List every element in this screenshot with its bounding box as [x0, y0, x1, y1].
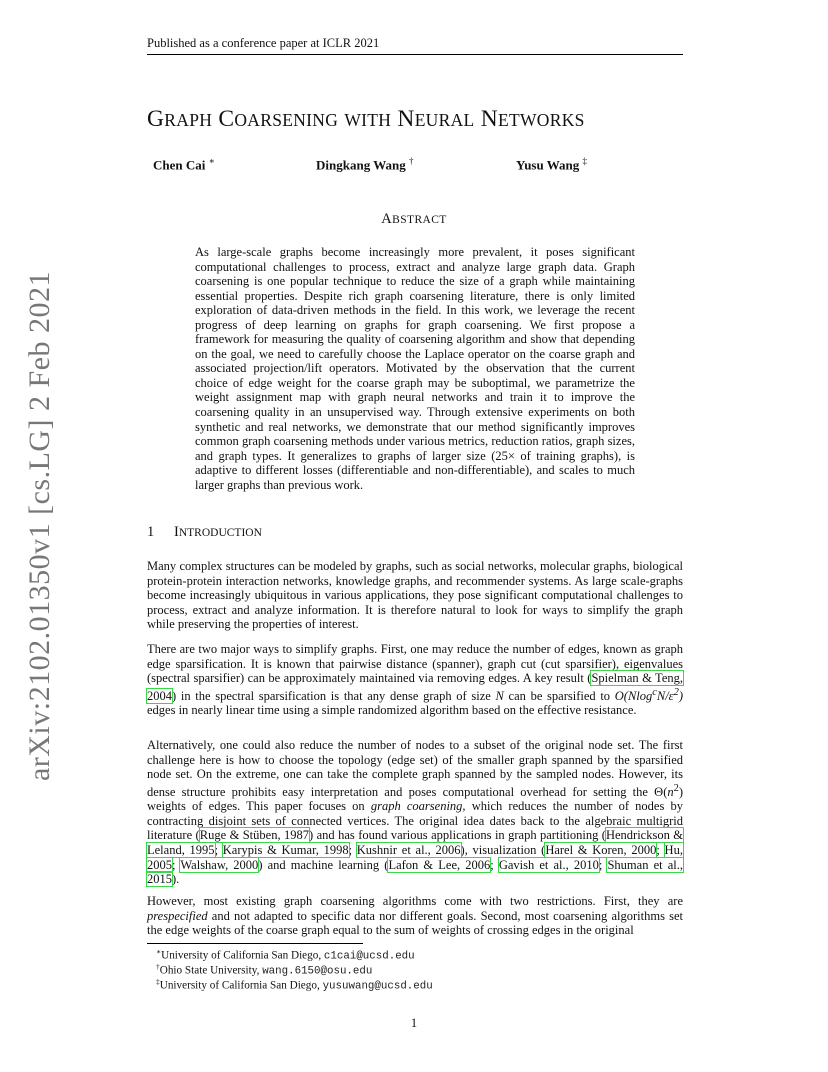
citation-link[interactable]: Hu, 2005: [147, 842, 683, 872]
footnote-1: ∗University of California San Diego, c1cai@ucsd.edu: [156, 947, 415, 963]
author-3: Yusu Wang ‡: [516, 156, 587, 173]
citation-link[interactable]: Spielman & Teng, 2004: [147, 671, 683, 703]
citation-link[interactable]: Lafon & Lee, 2006: [388, 857, 491, 872]
author-2: Dingkang Wang †: [316, 156, 414, 173]
citation-link[interactable]: Kushnir et al., 2006: [356, 842, 461, 857]
paragraph-1: Many complex structures can be modeled by graphs, such as social networks, molecular graphs, biological protein-protein interaction networks, knowledge graphs, and recommender systems. As large scale-graphs become increasingly ubiquitous in various applications, they pose significant computational challenges to process, extract and analyze information. It is therefore natural to look for ways to simplify the graph while preserving the properties of interest.: [147, 559, 683, 632]
citation-link[interactable]: Karypis & Kumar, 1998: [222, 842, 349, 857]
math-expression: $O(Nlog^cN/\varepsilon^2)$: [614, 686, 683, 703]
footnote-3: ‡University of California San Diego, yusuwang@ucsd.edu: [156, 977, 433, 993]
footnote-rule: [147, 943, 363, 944]
arxiv-side-stamp: arXiv:2102.01350v1 [cs.LG] 2 Feb 2021: [23, 270, 56, 782]
paragraph-4: However, most existing graph coarsening algorithms come with two restrictions. First, they are prespecified and not adapted to specific data nor different goals. Second, most coarsening algorithms set the edge weights of the coarse graph equal to the sum of weights of crossing edges in the original: [147, 894, 683, 938]
page-number: 1: [410, 1016, 418, 1030]
email-link[interactable]: c1cai@ucsd.edu: [323, 950, 415, 963]
citation-link[interactable]: Harel & Koren, 2000: [545, 842, 657, 857]
paper-title: GRAPH COARSENING WITH NEURAL NETWORKS: [147, 106, 585, 132]
citation-link[interactable]: Gavish et al., 2010: [498, 857, 599, 872]
email-link[interactable]: wang.6150@osu.edu: [262, 965, 373, 978]
abstract-text: As large-scale graphs become increasingly more prevalent, it poses significant computational challenges to process, extract and analyze large graph data. Graph coarsening is one popular technique to reduce the size of a graph while maintaining essential properties. Despite rich graph coarsening literature, there is only limited exploration of data-driven methods in the field. In this work, we leverage the recent progress of deep learning on graphs for graph coarsening. We first propose a framework for measuring the quality of coarsening algorithm and show that depending on the goal, we need to carefully choose the Laplace operator on the coarse graph and associated projection/lift operators. Motivated by the observation that the current choice of edge weight for the coarse graph may be suboptimal, we parametrize the weight assignment map with graph neural networks and train it to improve the coarsening quality in an unsupervised way. Through extensive experiments on both synthetic and real networks, we demonstrate that our method significantly improves common graph coarsening methods under various metrics, reduction ratios, graph sizes, and graph types. It generalizes to graphs of larger size (25× of training graphs), is adaptive to different losses (differentiable and non-differentiable), and scales to much larger graphs than previous work.: [195, 245, 635, 492]
running-header: Published as a conference paper at ICLR 2021: [147, 36, 380, 50]
citation-link[interactable]: Ruge & Stüben, 1987: [199, 828, 310, 843]
author-1: Chen Cai ∗: [153, 156, 215, 173]
email-link[interactable]: yusuwang@ucsd.edu: [322, 980, 433, 993]
paragraph-3: Alternatively, one could also reduce the number of nodes to a subset of the original node set. The first challenge here is how to choose the topology (edge set) of the smaller graph spanned by the sparsified node set. On the extreme, one can take the complete graph spanned by the sampled nodes. However, its dense structure prohibits easy interpretation and poses computational overhead for setting the $\Theta(n^2)$ weights of edges. This paper focuses on graph coarsening, which reduces the number of nodes by contracting disjoint sets of connected vertices. The original idea dates back to the algebraic multigrid literature (Ruge & Stüben, 1987) and has found various applications in graph partitioning (Hendrickson & Leland, 1995; Karypis & Kumar, 1998; Kushnir et al., 2006), visualization (Harel & Koren, 2000; Hu, 2005; Walshaw, 2000) and machine learning (Lafon & Lee, 2006; Gavish et al., 2010; Shuman et al., 2015).: [147, 738, 683, 887]
abstract-heading: ABSTRACT: [381, 211, 447, 227]
section-heading-introduction: 1 INTRODUCTION: [147, 524, 262, 540]
paragraph-2: There are two major ways to simplify graphs. First, one may reduce the number of edges, known as graph edge sparsification. It is known that pairwise distance (spanner), graph cut (cut sparsifier), eigenvalues (spectral sparsifier) can be approximately maintained via removing edges. A key result (Spielman & Teng, 2004) in the spectral sparsification is that any dense graph of size N can be sparsified to $O(Nlog^cN/\varepsilon^2)$ edges in nearly linear time using a simple randomized algorithm based on the effective resistance.: [147, 642, 683, 718]
footnote-2: †Ohio State University, wang.6150@osu.edu: [156, 962, 373, 978]
citation-link[interactable]: Hendrickson & Leland, 1995: [147, 828, 683, 857]
citation-link[interactable]: Shuman et al., 2015: [147, 857, 683, 887]
citation-link[interactable]: Walshaw, 2000: [180, 857, 259, 872]
header-rule: [147, 54, 683, 55]
